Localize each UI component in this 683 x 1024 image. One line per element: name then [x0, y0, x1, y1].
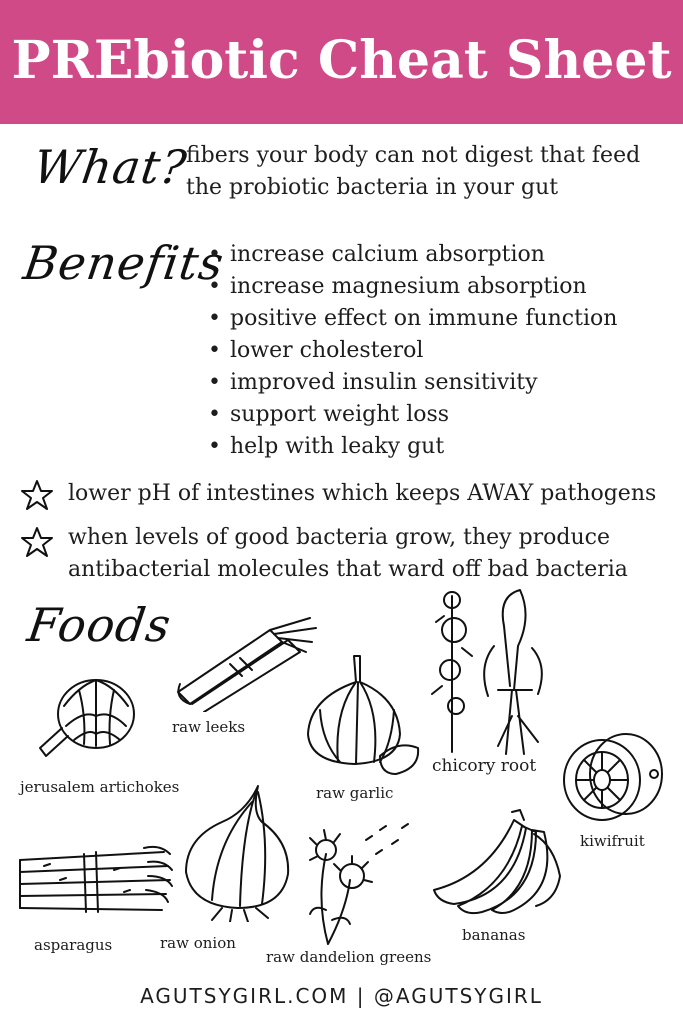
benefit-item: • support weight loss [208, 399, 617, 431]
star-note-2 [68, 522, 628, 586]
food-label-onion: raw onion [160, 934, 236, 952]
what-description [186, 140, 640, 204]
artichoke-icon [34, 676, 144, 766]
food-label-leeks: raw leeks [172, 718, 246, 736]
food-label-chicory: chicory root [432, 756, 537, 776]
dandelion-icon [306, 820, 416, 946]
star-note-1: lower pH of intestines which keeps AWAY pathogens [68, 481, 657, 506]
food-label-bananas: bananas [462, 926, 526, 944]
benefits-heading: Benefits [20, 236, 228, 290]
garlic-icon [300, 652, 424, 776]
star-note-2-line-1: when levels of good bacteria grow, they produce [68, 525, 611, 550]
leek-icon [170, 612, 320, 712]
banana-icon [428, 806, 566, 916]
benefit-item: • increase magnesium absorption [208, 271, 617, 303]
kiwi-icon [556, 730, 668, 826]
star-icon [20, 478, 54, 512]
what-heading: What? [30, 140, 191, 194]
food-label-asparagus: asparagus [34, 936, 113, 954]
star-note-2-line-2: antibacterial molecules that ward off bad bacteria [68, 557, 628, 582]
food-label-dandelion: raw dandelion greens [266, 948, 432, 966]
what-line-1: fibers your body can not digest that feed [186, 143, 641, 168]
food-label-garlic: raw garlic [316, 784, 394, 802]
chicory-icon [428, 586, 548, 756]
star-icon [20, 525, 54, 559]
benefit-item: • lower cholesterol [208, 335, 617, 367]
food-label-kiwi: kiwifruit [580, 832, 645, 850]
benefit-item: • positive effect on immune function [208, 303, 617, 335]
what-line-2: the probiotic bacteria in your gut [186, 175, 559, 200]
food-label-artichokes: jerusalem artichokes [20, 778, 180, 796]
title-banner [0, 0, 683, 124]
benefit-item: • help with leaky gut [208, 431, 617, 463]
asparagus-icon [14, 840, 174, 920]
page-title: PREbiotic Cheat Sheet [11, 30, 672, 91]
foods-heading: Foods [24, 598, 175, 652]
benefits-list [208, 239, 617, 463]
benefit-item: • increase calcium absorption [208, 239, 617, 271]
benefit-item: • improved insulin sensitivity [208, 367, 617, 399]
footer-credit: AGUTSYGIRL.COM | @AGUTSYGIRL [140, 984, 543, 1008]
onion-icon [182, 782, 294, 922]
